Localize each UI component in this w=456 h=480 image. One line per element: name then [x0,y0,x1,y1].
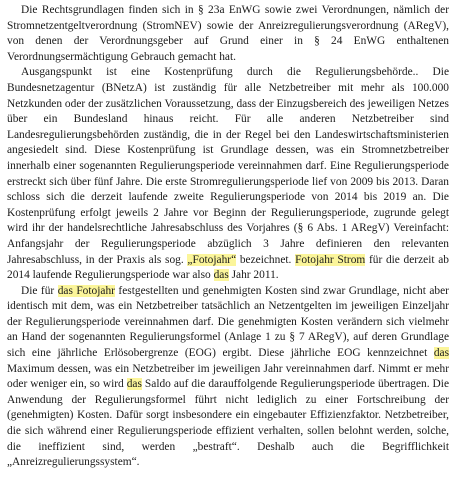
highlighted-text: das [213,269,229,282]
text-segment: Saldo auf die darauffolgende Regulierungsperiode übertragen. Die Anwendung der Regulierungsformel führt nicht lediglich zu einer Fortschreibung der (genehmigten) Kosten. Dafür sorgt insbesondere ein eingebauter Effizienzfaktor. Netzbetreiber, die sich während einer Regulierungsperiode effizient verhalten, sollen belohnt werden, solche, die ineffizient sind, werden „bestraft“. Deshalb auch die Begrifflichkeit „Anreizregulierungssystem“. [7,378,449,469]
text-segment: festgestellten und genehmigten Kosten sind zwar Grundlage, nicht aber identisch mit dem, was ein Netzbetreiber tatsächlich an Netzentgelten im jeweiligen Einzeljahr der Regulierungsperiode vereinnahmen darf. Die genehmigten Kosten verändern sich vielmehr an Hand der sogenannten Regulierungsformel (Anlage 1 zu § 7 ARegV), auf deren Grundlage sich eine jährliche Erlösobergrenze (EOG) ergibt. Diese jährliche EOG kennzeichnet [7,284,449,360]
highlighted-text: das Fotojahr [57,284,115,297]
text-segment: Die Rechtsgrundlagen finden sich in § 23a EnWG sowie zwei Verordnungen, nämlich der Stromnetzentgeltverordnung (StromNEV) sowie der Anreizregulierungsverordnung (ARegV), von denen der Verordnungsgeber auf Grund einer in § 24 EnWG enthaltenen Verordnungsermächtigung Gebrauch gemacht hat. [7,4,449,63]
paragraph-revenue-cap [7,284,449,471]
highlighted-text: Fotojahr Strom [295,253,366,266]
paragraph-legal-basis [7,3,449,65]
highlighted-text: „Fotojahr“ [187,253,237,266]
text-segment: Die für [21,284,58,297]
text-segment: Jahr 2011. [228,269,279,282]
highlighted-text: das [433,347,449,360]
paragraph-cost-review [7,65,449,283]
text-segment: bezeichnet. [236,253,296,266]
text-segment: für die derzeit ab 2014 laufende Regulierungsperiode war also [7,253,450,282]
text-segment: Maximum dessen, was ein Netzbetreiber im jeweiligen Jahr vereinnahmen darf. Nimmt er mehr oder weniger ein, so wird [7,362,449,391]
document-page [7,3,449,471]
highlighted-text: das [126,378,142,391]
text-segment: Ausgangspunkt ist eine Kostenprüfung durch die Regulierungsbehörde.. Die Bundesnetzagentur (BNetzA) ist zuständig für alle Netzbetreiber mit mehr als 100.000 Netzkunden oder der zusätzlichen Voraussetzung, dass der Einzugsbereich des jeweiligen Netzes über ein Bundesland hinaus reicht. Für alle anderen Netzbetreiber sind Landesregulierungsbehörden zuständig, die in der Regel bei den Landeswirtschaftsministerien angesiedelt sind. Diese Kostenprüfung ist Grundlage dessen, was ein Stromnetzbetreiber innerhalb einer sogenannten Regulierungsperiode vereinnahmen darf. Eine Regulierungsperiode erstreckt sich über fünf Jahre. Die erste Stromregulierungsperiode lief von 2009 bis 2013. Daran schloss sich die derzeit laufende zweite Regulierungsperiode von 2014 bis 2019 an. Die Kostenprüfung erfolgt jeweils 2 Jahre vor Beginn der Regulierungsperiode, zugrunde gelegt wird ihr der handelsrechtliche Jahresabschluss des Vorjahres (§ 6 Abs. 1 ARegV) Vereinfacht: Anfangsjahr der Regulierungsperiode abzüglich 3 Jahre definieren den relevanten Jahresabschluss, in der Praxis als sog. [7,66,449,266]
